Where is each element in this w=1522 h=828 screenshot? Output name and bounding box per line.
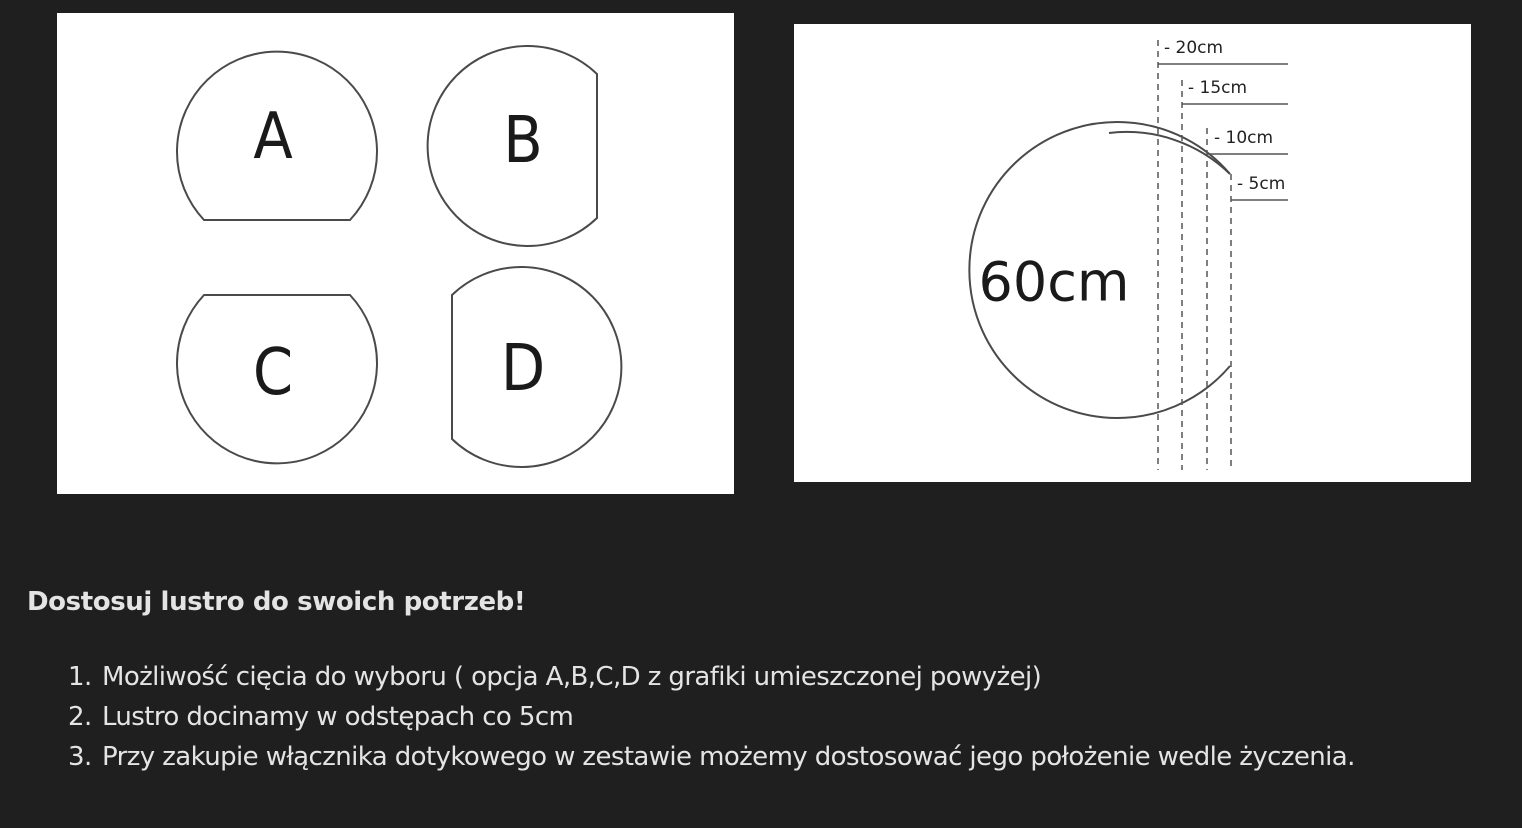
diameter-label: 60cm — [978, 250, 1130, 314]
dim-label-20cm: - 20cm — [1164, 38, 1224, 58]
info-list-item-2 — [68, 697, 1488, 737]
cut-label-b: B — [503, 104, 543, 178]
section-heading: Dostosuj lustro do swoich potrzeb! — [27, 587, 526, 617]
cut-dimensions-diagram — [794, 24, 1471, 482]
list-item-text: Możliwość cięcia do wyboru ( opcja A,B,C,D z grafiki umieszczonej powyżej) — [102, 662, 1042, 692]
list-item-number: 1. — [68, 662, 92, 692]
cut-label-a: A — [253, 100, 293, 174]
dim-label-10cm: - 10cm — [1214, 128, 1274, 148]
info-list — [68, 657, 1488, 777]
list-item-number: 3. — [68, 742, 92, 772]
list-item-text: Lustro docinamy w odstępach co 5cm — [102, 702, 574, 732]
list-item-text: Przy zakupie włącznika dotykowego w zestawie możemy dostosować jego położenie wedle życzenia. — [102, 742, 1355, 772]
list-item-number: 2. — [68, 702, 92, 732]
info-list-item-3 — [68, 737, 1488, 777]
info-list-item-1 — [68, 657, 1488, 697]
dim-label-15cm: - 15cm — [1188, 78, 1248, 98]
cut-label-c: C — [252, 336, 294, 410]
cut-options-diagram — [57, 13, 734, 494]
cut-label-d: D — [500, 332, 546, 406]
mirror-circle-arc-top — [1109, 132, 1230, 174]
dim-label-5cm: - 5cm — [1237, 174, 1286, 194]
